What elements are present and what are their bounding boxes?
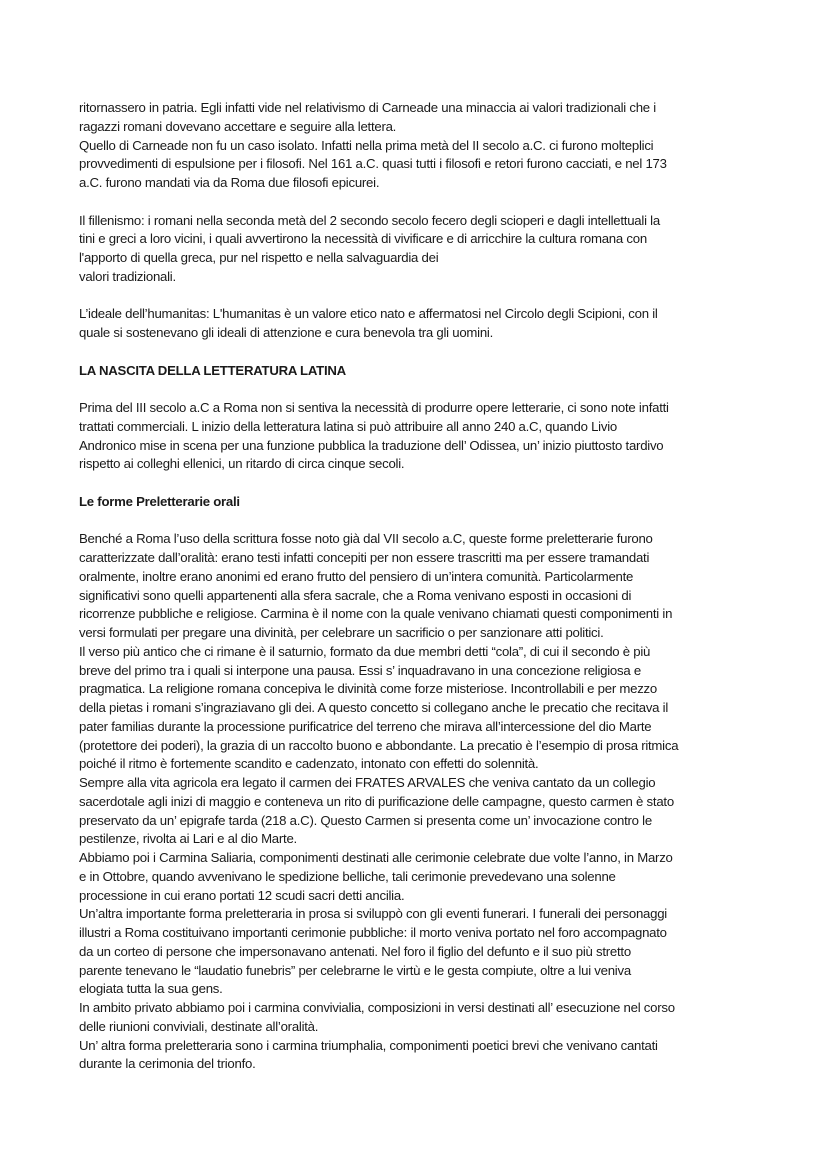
paragraph: [79, 530, 779, 1074]
text-line: Un’altra importante forma preletteraria in prosa si sviluppò con gli eventi funerari. I funerali dei personaggi: [79, 906, 667, 922]
text-line: poiché il ritmo è fortemente scandito e cadenzato, intonato con effetti do solennità.: [79, 756, 539, 772]
text-line: L’ideale dell’humanitas: L'humanitas è un valore etico nato e affermatosi nel Circolo degli Scipioni, con il: [79, 306, 658, 322]
text-line: e in Ottobre, quando avvenivano le spedizione belliche, tali cerimonie prevedevano una solenne: [79, 868, 616, 884]
text-line: trattati commerciali. L inizio della letteratura latina si può attribuire all anno 240 a.C, quando Livio: [79, 418, 617, 434]
document-page: [79, 99, 779, 1074]
text-line: quale si sostenevano gli ideali di attenzione e cura benevola tra gli uomini.: [79, 325, 494, 340]
text-line: Prima del III secolo a.C a Roma non si sentiva la necessità di produrre opere letterarie, ci sono note infatti: [79, 400, 669, 415]
text-line: pater familias durante la processione purificatrice del terreno che mirava all’intercessione del dio Marte: [79, 718, 652, 734]
section-heading: [79, 362, 779, 381]
text-line: Quello di Carneade non fu un caso isolato. Infatti nella prima metà del II secolo a.C. ci furono molteplici: [79, 137, 654, 153]
paragraph: [79, 305, 779, 343]
section-heading: [79, 493, 779, 512]
text-line: Abbiamo poi i Carmina Saliaria, componimenti destinati alle cerimonie celebrate due volte l’anno, in Marzo: [79, 850, 673, 865]
text-line: pragmatica. La religione romana concepiva le divinità come forze misteriose. Incontrollabili e per mezzo: [79, 681, 657, 697]
text-line: ricorrenze pubbliche e religiose. Carmina è il nome con la quale venivano chiamati questi componimenti in: [79, 606, 673, 622]
text-line: valori tradizionali.: [79, 268, 176, 284]
blank-line: [79, 343, 779, 362]
text-line: parente tenevano le “laudatio funebris” per celebrarne le virtù e le gesta compiute, oltre a lui veniva: [79, 962, 631, 978]
text-line: ritornassero in patria. Egli infatti vide nel relativismo di Carneade una minaccia ai valori tradizionali che i: [79, 100, 656, 115]
blank-line: [79, 512, 779, 531]
text-line: sacerdotale agli inizi di maggio e conteneva un rito di purificazione delle campagne, questo carmen è stato: [79, 793, 674, 809]
text-line: a.C. furono mandati via da Roma due filosofi epicurei.: [79, 175, 380, 190]
text-line: Il verso più antico che ci rimane è il saturnio, formato da due membri detti “cola”, di cui il secondo è più: [79, 643, 651, 659]
text-line: della pietas i romani s’ingraziavano gli dei. A questo concetto si collegano anche le precatio che recitava il: [79, 700, 669, 715]
text-line: delle riunioni conviviali, destinate all’oralità.: [79, 1018, 319, 1034]
text-line: processione in cui erano portati 12 scudi sacri detti ancilia.: [79, 887, 405, 903]
blank-line: [79, 380, 779, 399]
text-line: l'apporto di quella greca, pur nel rispetto e nella salvaguardia dei: [79, 250, 439, 265]
text-line: Un’ altra forma preletteraria sono i carmina triumphalia, componimenti poetici brevi che venivano cantati: [79, 1037, 658, 1053]
text-line: preservato da un’ epigrafe tarda (218 a.C). Questo Carmen si presenta come un’ invocazione contro le: [79, 812, 652, 828]
text-line: caratterizzate dall’oralità: erano testi infatti concepiti per non essere trascritti ma per essere tramandati: [79, 550, 650, 565]
text-line: Sempre alla vita agricola era legato il carmen dei FRATES ARVALES che veniva cantato da un collegio: [79, 775, 656, 790]
text-line: Andronico mise in scena per una funzione pubblica la traduzione dell’ Odissea, un’ inizio piuttosto tardivo: [79, 437, 664, 453]
text-line: durante la cerimonia del trionfo.: [79, 1056, 256, 1072]
blank-line: [79, 474, 779, 493]
blank-line: [79, 193, 779, 212]
text-line: In ambito privato abbiamo poi i carmina convivialia, composizioni in versi destinati all’ esecuzione nel corso: [79, 1000, 675, 1015]
text-line: da un corteo di persone che impersonavano antenati. Nel foro il figlio del defunto e il suo più stretto: [79, 943, 631, 959]
paragraph: [79, 99, 779, 193]
text-line: Benché a Roma l’uso della scrittura fosse noto già dal VII secolo a.C, queste forme preletterarie furono: [79, 531, 653, 547]
text-line: pestilenze, rivolta ai Lari e al dio Marte.: [79, 831, 297, 847]
text-line: illustri a Roma costituivano importanti cerimonie pubbliche: il morto veniva portato nel foro accompagnato: [79, 925, 667, 940]
text-line: (protettore dei poderi), la grazia di un raccolto buono e abbondante. La precatio è l’esempio di prosa ritmica: [79, 737, 679, 753]
text-line: provvedimenti di espulsione per i filosofi. Nel 161 a.C. quasi tutti i filosofi e retori furono cacciati, e nel 173: [79, 156, 667, 172]
text-line: rispetto ai colleghi ellenici, un ritardo di circa cinque secoli.: [79, 456, 405, 472]
text-line: ragazzi romani dovevano accettare e seguire alla lettera.: [79, 118, 397, 134]
text-line: elogiata tutta la sua gens.: [79, 981, 223, 997]
blank-line: [79, 287, 779, 306]
paragraph: [79, 212, 779, 287]
text-line: tini e greci a loro vicini, i quali avvertirono la necessità di vivificare e di arricchire la cultura romana con: [79, 231, 647, 247]
text-line: oralmente, inoltre erano anonimi ed erano frutto del pensiero di un’intera comunità. Particolarmente: [79, 568, 634, 584]
text-line: Il fillenismo: i romani nella seconda metà del 2 secondo secolo fecero degli scioperi e dagli intellettuali la: [79, 212, 660, 228]
heading-text: Le forme Preletterarie orali: [79, 493, 240, 509]
paragraph: [79, 399, 779, 474]
text-line: breve del primo tra i quali si interpone una pausa. Essi s’ inquadravano in una concezione religiosa e: [79, 662, 641, 678]
text-line: significativi sono quelli appartenenti alla sfera sacrale, che a Roma venivano esposti in occasioni di: [79, 587, 632, 603]
text-line: versi formulati per pregare una divinità, per celebrare un sacrificio o per sanzionare atti politici.: [79, 625, 604, 640]
heading-text: LA NASCITA DELLA LETTERATURA LATINA: [79, 362, 346, 378]
